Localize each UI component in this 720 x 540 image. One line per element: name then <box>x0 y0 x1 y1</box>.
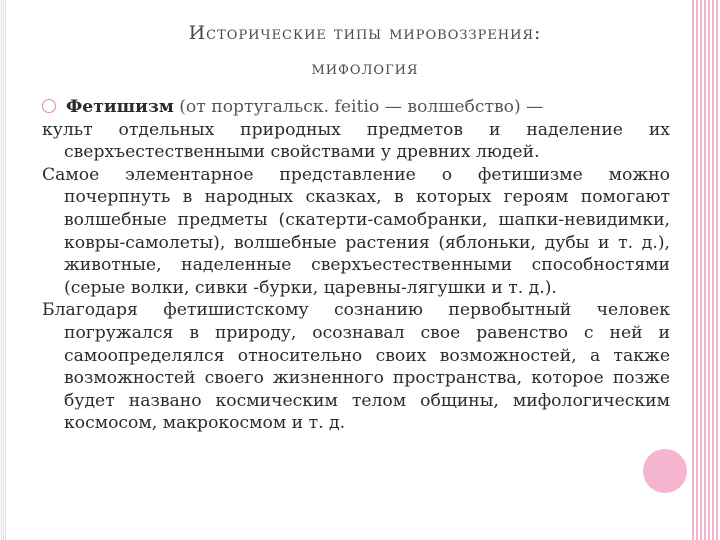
right-border-decoration <box>686 0 720 540</box>
bullet-first-line <box>42 96 670 119</box>
title-line-2: мифология <box>311 58 419 79</box>
term-fetishism: Фетишизм <box>66 97 174 117</box>
slide-body <box>42 96 670 435</box>
paragraph-consciousness: Благодаря фетишистскому сознанию первобытный человек погружался в природу, осознавал свое равенство с ней и самоопределялся относительно своих возможностей, а также возможностей своего жизненного пространства, которое позже будет названо космическим телом общины, мифологическим космосом, макрокосмом и т. д. <box>42 300 670 434</box>
bullet-continuation: культ отдельных природных предметов и наделение их сверхъестественными свойствами у древних людей. <box>42 119 670 163</box>
term-note: (от португальск. feitio — волшебство) — <box>173 97 544 117</box>
bullet-circle-icon <box>42 99 56 113</box>
decorative-pink-circle <box>643 449 687 493</box>
bullet-paragraph <box>42 96 670 164</box>
slide-title <box>85 18 645 84</box>
title-line-1: Исторические типы мировоззрения: <box>188 22 542 44</box>
left-border-decoration <box>0 0 6 540</box>
paragraph-folk-tales: Самое элементарное представление о фетишизме можно почерпнуть в народных сказках, в которых героям помогают волшебные предметы (скатерти-самобранки, шапки-невидимки, ковры-самолеты), волшебные растения (яблоньки, дубы и т. д.), животные, наделенные сверхъестественными способностями (серые волки, сивки -бурки, царевны-лягушки и т. д.). <box>42 164 670 298</box>
